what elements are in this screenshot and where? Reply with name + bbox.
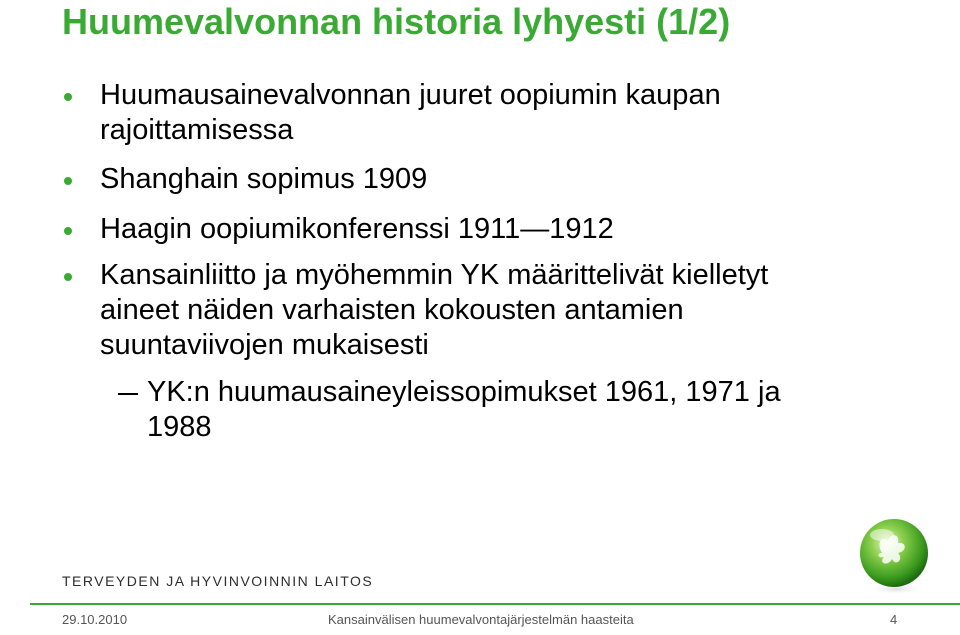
bullet-4-line-1: Kansainliitto ja myöhemmin YK määrittelivät kielletyt	[100, 259, 769, 291]
footer-date: 29.10.2010	[62, 612, 128, 627]
bullet-item-3	[100, 212, 920, 247]
bullet-item-2	[100, 162, 920, 197]
green-sphere-logo-icon	[852, 513, 936, 597]
slide-title: Huumevalvonnan historia lyhyesti (1/2)	[62, 1, 731, 42]
bullet-dot-icon	[64, 177, 72, 185]
bullet-4-line-3: suuntaviivojen mukaisesti	[100, 329, 429, 361]
sub-bullet-line-1: YK:n huumausaineyleissopimukset 1961, 1971 ja	[147, 376, 781, 408]
sub-bullet-item	[147, 375, 907, 445]
bullet-item-1	[100, 78, 920, 148]
bullet-4-line-2: aineet näiden varhaisten kokousten antamien	[100, 294, 684, 326]
bullet-dot-icon	[64, 93, 72, 101]
footer-title: Kansainvälisen huumevalvontajärjestelmän haasteita	[328, 612, 634, 627]
bullet-3-line-1: Haagin oopiumikonferenssi 1911—1912	[100, 213, 614, 245]
footer-divider	[30, 603, 960, 605]
sub-bullet-line-2: 1988	[147, 411, 212, 443]
bullet-1-line-1: Huumausainevalvonnan juuret oopiumin kaupan	[100, 79, 721, 111]
page-number: 4	[890, 612, 898, 627]
bullet-dot-icon	[64, 273, 72, 281]
bullet-dot-icon	[64, 227, 72, 235]
sub-bullet-dash-icon	[118, 393, 138, 395]
organization-name: TERVEYDEN JA HYVINVOINNIN LAITOS	[62, 573, 374, 589]
footer	[0, 606, 960, 635]
bullet-1-line-2: rajoittamisessa	[100, 114, 294, 146]
bullet-item-4	[100, 258, 920, 363]
bullet-2-line-1: Shanghain sopimus 1909	[100, 163, 428, 195]
